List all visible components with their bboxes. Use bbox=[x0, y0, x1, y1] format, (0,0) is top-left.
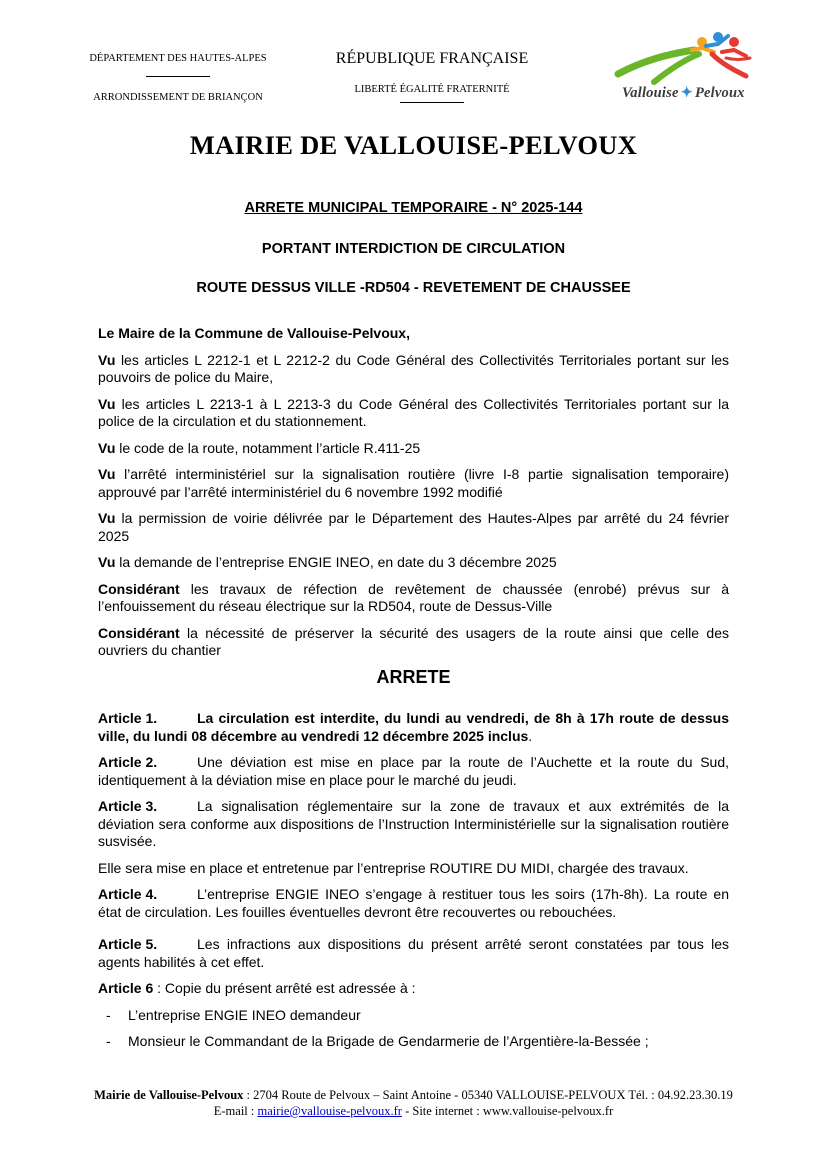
logo-word1: Vallouise bbox=[622, 85, 679, 101]
preamble-mayor: Le Maire de la Commune de Vallouise-Pelvoux, bbox=[98, 325, 410, 341]
recipient-item: - L’entreprise ENGIE INEO demandeur bbox=[106, 1006, 361, 1023]
preamble-vu-6: Vu la demande de l’entreprise ENGIE INEO, en date du 3 décembre 2025 bbox=[98, 554, 557, 570]
republic-name: RÉPUBLIQUE FRANÇAISE bbox=[335, 50, 529, 67]
preamble-vu-1: Vu les articles L 2212-1 et L 2212-2 du Code Général des Collectivités Territoriales portant sur les pouvoirs de police du Maire, bbox=[98, 351, 730, 385]
document-body bbox=[98, 325, 729, 1060]
preamble-vu-4: Vu l’arrêté interministériel sur la signalisation routière (livre I-8 partie signalisation temporaire) approuvé par l’arrêté interministériel du 6 novembre 1992 modifié bbox=[98, 466, 730, 500]
footer-contact-line: E-mail : mairie@vallouise-pelvoux.fr - Site internet : www.vallouise-pelvoux.fr bbox=[213, 1104, 614, 1118]
logo-figures-icon bbox=[614, 30, 774, 86]
arrete-number: ARRETE MUNICIPAL TEMPORAIRE - N° 2025-144 bbox=[244, 200, 583, 216]
article-4: Article 4. L’entreprise ENGIE INEO s’engage à restituer tous les soirs (17h-8h). La route en état de circulation. Les fouilles éventuelles devront être recouvertes ou rebouchées. bbox=[98, 886, 729, 920]
article-6: Article 6 : Copie du présent arrêté est adressée à : bbox=[98, 980, 416, 996]
republic-motto: LIBERTÉ ÉGALITÉ FRATERNITÉ bbox=[354, 84, 510, 95]
star-icon: ✦ bbox=[680, 85, 693, 101]
footer bbox=[0, 1087, 827, 1119]
article-1: Article 1. La circulation est interdite, du lundi au vendredi, de 8h à 17h route de dessus ville, du lundi 08 décembre au vendredi 12 décembre 2025 inclus. bbox=[98, 710, 729, 744]
article-3-extra: Elle sera mise en place et entretenue par l’entreprise ROUTIRE DU MIDI, chargée des travaux. bbox=[98, 859, 689, 876]
arrondissement-name: ARRONDISSEMENT DE BRIANÇON bbox=[93, 92, 263, 103]
logo-wordmark bbox=[622, 85, 745, 102]
preamble-vu-5: Vu la permission de voirie délivrée par le Département des Hautes-Alpes par arrêté du 24 février 2025 bbox=[98, 510, 730, 544]
preamble-vu-2: Vu les articles L 2213-1 à L 2213-3 du Code Général des Collectivités Territoriales portant sur la police de la circulation et du stationnement. bbox=[98, 395, 729, 429]
footer-address-line: Mairie de Vallouise-Pelvoux : 2704 Route de Pelvoux – Saint Antoine - 05340 VALLOUISE-PELVOUX Tél. : 04.92.23.30.19 bbox=[94, 1088, 733, 1102]
email-link[interactable]: mairie@vallouise-pelvoux.fr bbox=[257, 1104, 402, 1118]
divider bbox=[146, 76, 210, 77]
article-3: Article 3. La signalisation réglementaire sur la zone de travaux et aux extrémités de la déviation sera conforme aux dispositions de l’Instruction Interministérielle sur la signalisation routière susvisée. bbox=[98, 798, 729, 849]
arrete-heading: ARRETE bbox=[376, 666, 451, 687]
vallouise-pelvoux-logo bbox=[614, 30, 774, 106]
arrete-object: PORTANT INTERDICTION DE CIRCULATION bbox=[261, 241, 566, 257]
department-block bbox=[60, 52, 296, 105]
page-title: MAIRIE DE VALLOUISE-PELVOUX bbox=[189, 130, 638, 160]
preamble-vu-3: Vu le code de la route, notamment l’article R.411-25 bbox=[98, 439, 421, 456]
department-name: DÉPARTEMENT DES HAUTES-ALPES bbox=[89, 53, 267, 64]
preamble-considerant-2: Considérant la nécessité de préserver la sécurité des usagers de la route ainsi que celle des ouvriers du chantier bbox=[98, 624, 729, 658]
article-2: Article 2. Une déviation est mise en place par la route de l’Auchette et la route du Sud, identiquement à la déviation mise en place pour le marché du jeudi. bbox=[98, 754, 729, 788]
preamble-considerant-1: Considérant les travaux de réfection de revêtement de chaussée (enrobé) prévus sur à l’enfouissement du réseau électrique sur la RD504, route de Dessus-Ville bbox=[98, 580, 730, 614]
article-5: Article 5. Les infractions aux dispositions du présent arrêté seront constatées par tous les agents habilités à cet effet. bbox=[98, 936, 729, 970]
republic-block bbox=[316, 48, 548, 103]
divider bbox=[400, 102, 464, 103]
arrete-location: ROUTE DESSUS VILLE -RD504 - REVETEMENT DE CHAUSSEE bbox=[196, 280, 631, 296]
recipient-item: - Monsieur le Commandant de la Brigade de Gendarmerie de l’Argentière-la-Bessée ; bbox=[106, 1033, 649, 1049]
logo-word2: Pelvoux bbox=[694, 85, 745, 101]
